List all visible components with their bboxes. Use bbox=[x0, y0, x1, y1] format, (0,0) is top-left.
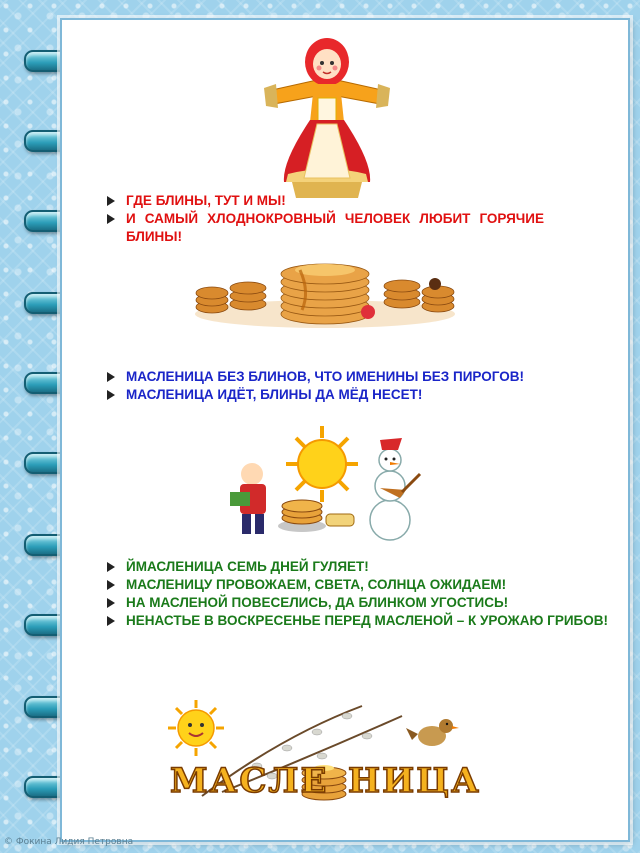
sun-icon bbox=[286, 426, 358, 502]
notebook-page bbox=[60, 18, 630, 842]
logo-text-left: МАСЛЕ bbox=[170, 761, 329, 801]
list-item: МАСЛЕНИЦА БЕЗ БЛИНОВ, ЧТО ИМЕНИНЫ БЕЗ ПИРОГОВ! bbox=[104, 368, 602, 386]
proverbs-list-blue bbox=[104, 368, 602, 404]
proverbs-list-green bbox=[104, 558, 614, 630]
list-item: МАСЛЕНИЦА ИДЁТ, БЛИНЫ ДА МЁД НЕСЕТ! bbox=[104, 386, 602, 404]
list-item: ГДЕ БЛИНЫ, ТУТ И МЫ! bbox=[104, 192, 544, 210]
list-item: И САМЫЙ ХЛОДНОКРОВНЫЙ ЧЕЛОВЕК ЛЮБИТ ГОРЯЧИЕ БЛИНЫ! bbox=[104, 210, 544, 246]
bird-icon bbox=[406, 719, 459, 746]
proverbs-list-red bbox=[104, 192, 544, 246]
sun-face-icon bbox=[168, 700, 224, 756]
maslenitsa-logo bbox=[162, 696, 492, 814]
maslenitsa-doll-icon bbox=[262, 32, 392, 200]
pancake-stack-icon bbox=[190, 252, 460, 332]
list-item: НА МАСЛЕНОЙ ПОВЕСЕЛИСЬ, ДА БЛИНКОМ УГОСТИСЬ! bbox=[104, 594, 614, 612]
list-item: МАСЛЕНИЦУ ПРОВОЖАЕМ, СВЕТА, СОЛНЦА ОЖИДАЕМ! bbox=[104, 576, 614, 594]
logo-text-right: НИЦА bbox=[348, 761, 481, 801]
list-item: ЙМАСЛЕНИЦА СЕМЬ ДНЕЙ ГУЛЯЕТ! bbox=[104, 558, 614, 576]
list-item: НЕНАСТЬЕ В ВОСКРЕСЕНЬЕ ПЕРЕД МАСЛЕНОЙ – К УРОЖАЮ ГРИБОВ! bbox=[104, 612, 614, 630]
festival-scene-icon bbox=[230, 422, 430, 542]
snowman-icon bbox=[370, 438, 420, 540]
author-credit: © Фокина Лидия Петровна bbox=[4, 837, 134, 847]
